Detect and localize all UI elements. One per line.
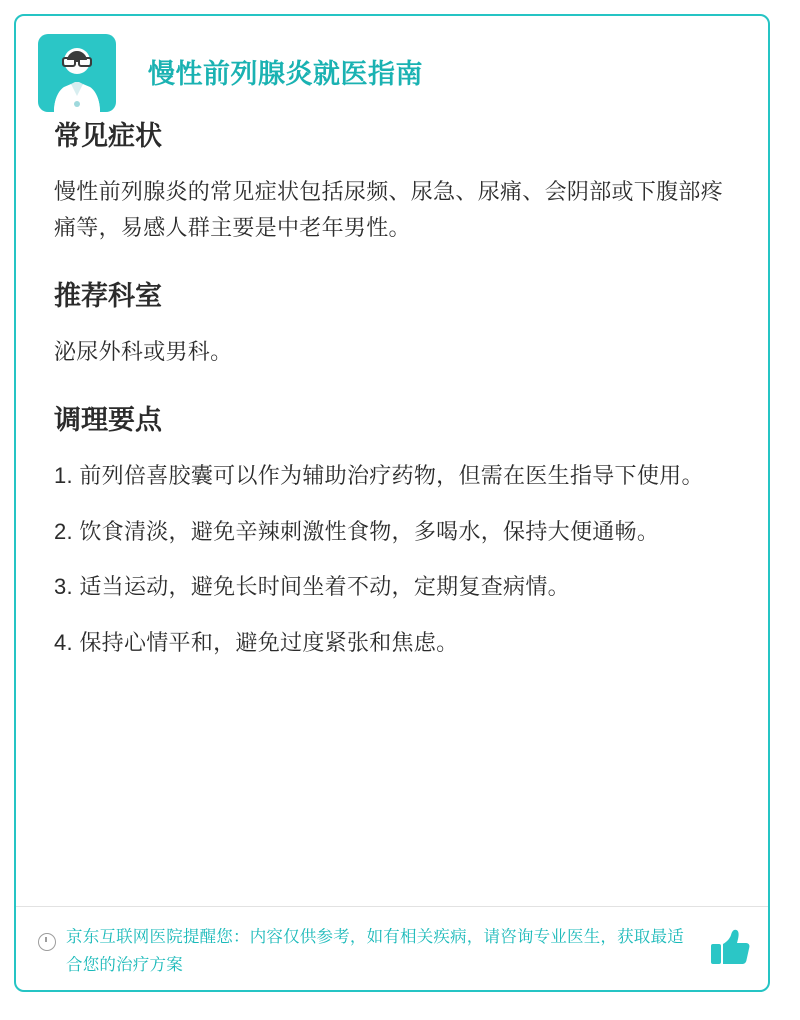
care-tip-item: 1. 前列倍喜胶囊可以作为辅助治疗药物，但需在医生指导下使用。	[54, 463, 704, 489]
care-tip-item: 3. 适当运动，避免长时间坐着不动，定期复查病情。	[54, 574, 570, 600]
section-title: 推荐科室	[54, 280, 162, 311]
section-title: 常见症状	[54, 121, 162, 151]
section-title: 调理要点	[54, 404, 162, 435]
section-care-tips	[54, 404, 730, 661]
card-footer	[16, 906, 768, 990]
page-title: 慢性前列腺炎就医指南	[148, 59, 423, 89]
care-tip-item: 4. 保持心情平和，避免过度紧张和焦虑。	[54, 629, 459, 655]
section-symptoms	[54, 120, 730, 246]
section-paragraph: 泌尿外科或男科。	[54, 339, 233, 365]
guide-card	[14, 14, 770, 992]
section-department	[54, 280, 730, 370]
disclaimer-text: 京东互联网医院提醒您：内容仅供参考，如有相关疾病，请咨询专业医生，获取最适合您的治疗方案	[66, 928, 684, 975]
doctor-avatar-icon	[38, 34, 116, 112]
section-paragraph: 慢性前列腺炎的常见症状包括尿频、尿急、尿痛、会阴部或下腹部疼痛等，易感人群主要是中老年男性。	[54, 179, 724, 241]
card-header	[16, 16, 768, 112]
clock-icon	[38, 933, 56, 951]
card-content	[16, 120, 768, 661]
care-tip-item: 2. 饮食清淡，避免辛辣刺激性食物，多喝水，保持大便通畅。	[54, 518, 660, 544]
thumbs-up-icon[interactable]	[710, 929, 750, 965]
